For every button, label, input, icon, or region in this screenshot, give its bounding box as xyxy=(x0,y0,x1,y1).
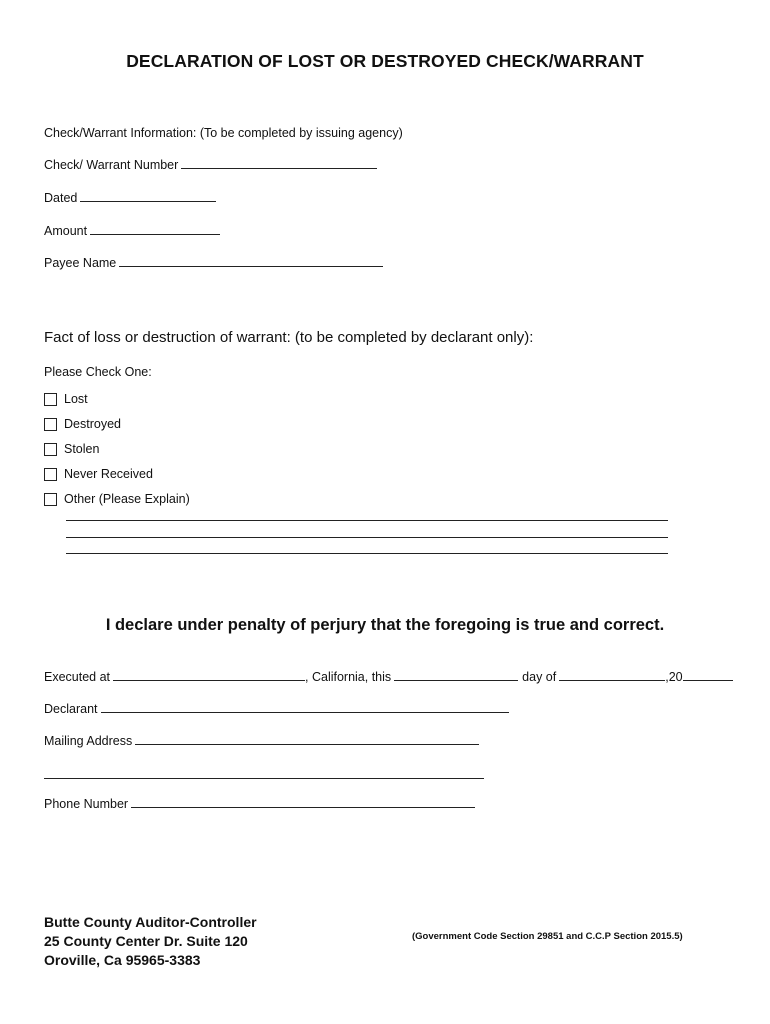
perjury-declaration: I declare under penalty of perjury that the foregoing is true and correct. xyxy=(105,616,665,634)
agency-address-line-2: Oroville, Ca 95965-3383 xyxy=(44,952,201,968)
executed-at-label: Executed at xyxy=(44,670,111,684)
explain-line-1[interactable] xyxy=(66,520,668,521)
amount-field[interactable] xyxy=(90,224,220,235)
other-checkbox[interactable] xyxy=(44,493,57,506)
payee-label: Payee Name xyxy=(44,256,117,270)
option-lost[interactable] xyxy=(44,392,88,406)
execution-row xyxy=(44,670,733,684)
check-number-row xyxy=(44,158,377,172)
amount-row xyxy=(44,224,220,238)
stolen-checkbox[interactable] xyxy=(44,443,57,456)
check-number-label: Check/ Warrant Number xyxy=(44,158,179,172)
check-one-instruction: Please Check One: xyxy=(44,365,152,379)
payee-field[interactable] xyxy=(119,256,383,267)
agency-name: Butte County Auditor-Controller xyxy=(44,914,257,930)
stolen-label: Stolen xyxy=(64,442,100,456)
payee-row xyxy=(44,256,383,270)
amount-label: Amount xyxy=(44,224,88,238)
never-received-label: Never Received xyxy=(64,467,153,481)
declarant-row xyxy=(44,702,509,716)
california-this-label: , California, this xyxy=(305,670,392,684)
lost-checkbox[interactable] xyxy=(44,393,57,406)
dated-field[interactable] xyxy=(80,191,216,202)
option-never-received[interactable] xyxy=(44,467,153,481)
mailing-address-field[interactable] xyxy=(135,734,479,745)
year-field[interactable] xyxy=(683,670,733,681)
dated-row xyxy=(44,191,216,205)
agency-address-block xyxy=(44,913,257,970)
phone-label: Phone Number xyxy=(44,797,129,811)
month-field[interactable] xyxy=(559,670,665,681)
day-field[interactable] xyxy=(394,670,518,681)
destroyed-label: Destroyed xyxy=(64,417,121,431)
executed-at-field[interactable] xyxy=(113,670,305,681)
declarant-label: Declarant xyxy=(44,702,98,716)
mailing-address-row xyxy=(44,734,479,748)
phone-field[interactable] xyxy=(131,797,475,808)
option-destroyed[interactable] xyxy=(44,417,121,431)
year-prefix-label: ,20 xyxy=(665,670,683,684)
check-number-field[interactable] xyxy=(181,158,377,169)
mailing-address-line-2[interactable] xyxy=(44,778,484,779)
check-info-heading: Check/Warrant Information: (To be completed by issuing agency) xyxy=(44,126,403,140)
dated-label: Dated xyxy=(44,191,78,205)
agency-address-line-1: 25 County Center Dr. Suite 120 xyxy=(44,933,248,949)
never-received-checkbox[interactable] xyxy=(44,468,57,481)
phone-row xyxy=(44,797,475,811)
destroyed-checkbox[interactable] xyxy=(44,418,57,431)
day-of-label: day of xyxy=(522,670,557,684)
explain-line-3[interactable] xyxy=(66,553,668,554)
fact-heading: Fact of loss or destruction of warrant: (to be completed by declarant only): xyxy=(44,329,534,346)
code-reference: (Government Code Section 29851 and C.C.P Section 2015.5) xyxy=(412,931,683,942)
declarant-field[interactable] xyxy=(101,702,509,713)
other-label: Other (Please Explain) xyxy=(64,492,190,506)
option-other[interactable] xyxy=(44,492,190,506)
mailing-address-label: Mailing Address xyxy=(44,734,133,748)
lost-label: Lost xyxy=(64,392,88,406)
explain-line-2[interactable] xyxy=(66,537,668,538)
option-stolen[interactable] xyxy=(44,442,99,456)
page-title: DECLARATION OF LOST OR DESTROYED CHECK/WARRANT xyxy=(126,51,644,71)
